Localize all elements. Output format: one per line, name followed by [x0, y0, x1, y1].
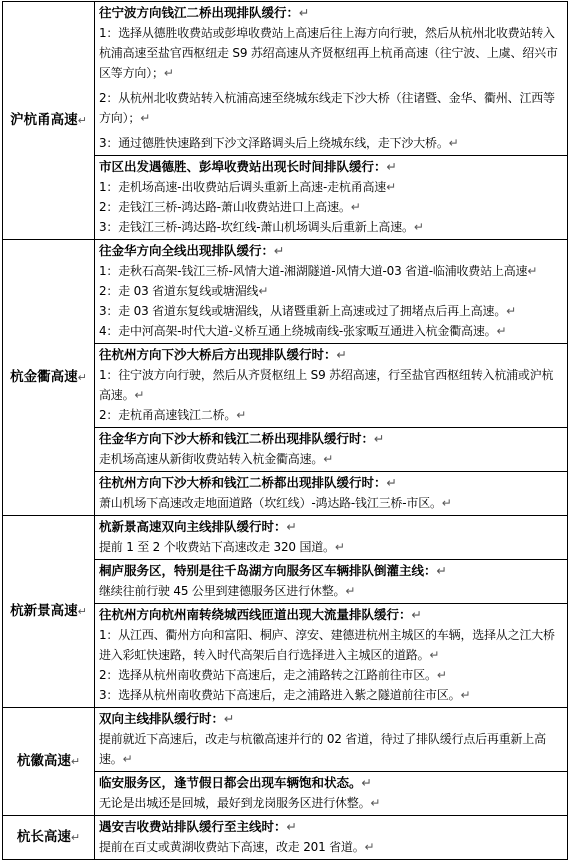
advice-line-text: 提前在百丈或黄湖收费站下高速，改走 201 省道。 [99, 840, 365, 854]
return-mark: ↵ [386, 180, 396, 194]
advice-line-text: 2：走 03 省道东复线或塘湄线 [99, 284, 259, 298]
advice-line [99, 405, 563, 425]
return-mark: ↵ [77, 371, 87, 384]
return-mark: ↵ [436, 563, 447, 578]
advice-cell [95, 772, 568, 816]
advice-line-text: 提前 1 至 2 个收费站下高速改走 320 国道。 [99, 540, 335, 554]
advice-line [99, 685, 563, 705]
return-mark: ↵ [236, 408, 247, 422]
advice-cell [95, 428, 568, 472]
return-mark: ↵ [286, 519, 297, 534]
advice-line-text: 提前就近下高速后，改走与杭徽高速并行的 02 省道，待过了排队缓行点后再重新上高速。 [99, 732, 546, 766]
advice-line [99, 301, 563, 321]
return-mark: ↵ [299, 5, 310, 20]
advice-line-text: 2：走钱江三桥-鸿达路-萧山收费站进口上高速。 [99, 200, 351, 214]
advice-block [95, 772, 567, 815]
advice-block [95, 708, 567, 771]
advice-block [95, 240, 567, 343]
advice-heading [99, 473, 563, 493]
advice-line [99, 729, 563, 769]
advice-block [95, 604, 567, 707]
road-name-cell [3, 516, 95, 708]
return-mark: ↵ [345, 584, 356, 598]
table-row [3, 708, 568, 772]
advice-heading [99, 561, 563, 581]
advice-line-text: 3：选择从杭州南收费站下高速后，走之浦路进入紫之隧道前往市区。 [99, 688, 461, 702]
road-name: 沪杭甬高速 [10, 112, 78, 128]
advice-line [99, 281, 563, 301]
advice-line-text: 2：选择从杭州南收费站下高速后，走之浦路转之江路前往市区。 [99, 668, 437, 682]
road-name: 杭金衢高速 [10, 369, 78, 385]
advice-line-text: 1：走机场高速-出收费站后调头重新上高速-走杭甬高速 [99, 180, 387, 194]
advice-block [95, 560, 567, 603]
return-mark: ↵ [336, 347, 347, 362]
advice-heading-text: 市区出发遇德胜、彭埠收费站出现长时间排队缓行： [99, 159, 387, 174]
table-row [3, 816, 568, 860]
advice-cell [95, 560, 568, 604]
road-name-cell [3, 2, 95, 240]
return-mark: ↵ [429, 648, 440, 662]
advice-line [99, 365, 563, 405]
advice-line [99, 261, 563, 281]
return-mark: ↵ [70, 831, 81, 844]
advice-heading-text: 往杭州方向下沙大桥和钱江二桥都出现排队缓行时： [99, 475, 387, 490]
return-mark: ↵ [364, 840, 375, 854]
advice-heading-text: 往金华方向全线出现排队缓行： [99, 243, 275, 258]
advice-line-text: 2：从杭州北收费站转入杭浦高速至绕城东线走下沙大桥（往诸暨、金华、衢州、江西等方向）； [99, 91, 555, 125]
advice-heading-text: 杭新景高速双向主线排队缓行时： [99, 519, 287, 534]
advice-block [95, 472, 567, 515]
return-mark: ↵ [413, 220, 424, 234]
road-name-cell [3, 240, 95, 516]
return-mark: ↵ [460, 688, 471, 702]
road-name: 杭新景高速 [10, 603, 78, 619]
advice-heading [99, 241, 563, 261]
advice-block [95, 156, 567, 239]
advice-cell [95, 156, 568, 240]
advice-line-text: 走机场高速从新街收费站转入杭金衢高速。 [99, 452, 324, 466]
return-mark: ↵ [77, 114, 87, 127]
advice-heading-text: 遇安吉收费站排队缓行至主线时： [99, 819, 287, 834]
return-mark: ↵ [441, 496, 452, 510]
advice-block [95, 516, 567, 559]
return-mark: ↵ [496, 324, 507, 338]
advice-line-text: 继续往前行驶 45 公里到建德服务区进行休整。 [99, 584, 346, 598]
return-mark: ↵ [527, 264, 538, 278]
advice-line [99, 449, 563, 469]
advice-cell [95, 472, 568, 516]
advice-heading [99, 429, 563, 449]
return-mark: ↵ [386, 475, 397, 490]
return-mark: ↵ [140, 111, 151, 125]
advice-cell [95, 816, 568, 860]
table-row [3, 2, 568, 156]
advice-line [99, 793, 563, 813]
advice-heading-text: 桐庐服务区，特别是往千岛湖方向服务区车辆排队倒灌主线： [99, 563, 437, 578]
advice-line [99, 177, 563, 197]
return-mark: ↵ [258, 284, 269, 298]
advice-block [95, 344, 567, 427]
return-mark: ↵ [163, 66, 174, 80]
advice-line-text: 3：走钱江三桥-鸿达路-坎红线-萧山机场调头后重新上高速。 [99, 220, 414, 234]
advice-line [99, 837, 563, 857]
road-name-cell [3, 708, 95, 816]
advice-cell [95, 516, 568, 560]
return-mark: ↵ [386, 159, 397, 174]
advice-line-text: 萧山机场下高速改走地面道路（坎红线）-鸿达路-钱江三桥-市区。 [99, 496, 442, 510]
advice-cell [95, 708, 568, 772]
advice-line [99, 217, 563, 237]
return-mark: ↵ [134, 388, 145, 402]
advice-line-text: 3：通过德胜快速路到下沙文泽路调头后上绕城东线，走下沙大桥。 [99, 136, 449, 150]
advice-line [99, 88, 563, 128]
advice-line [99, 665, 563, 685]
advice-heading [99, 3, 563, 23]
road-name: 杭徽高速 [16, 753, 71, 769]
advice-line [99, 197, 563, 217]
advice-heading [99, 773, 563, 793]
road-name: 杭长高速 [16, 829, 71, 845]
advice-heading [99, 605, 563, 625]
advice-block [95, 2, 567, 155]
advice-line [99, 625, 563, 665]
return-mark: ↵ [286, 819, 297, 834]
advice-heading-text: 往杭州方向杭州南转绕城西线匝道出现大流量排队缓行： [99, 607, 412, 622]
advice-cell [95, 240, 568, 344]
return-mark: ↵ [70, 755, 81, 768]
road-name-cell [3, 816, 95, 860]
advice-line-text: 2：走杭甬高速钱江二桥。 [99, 408, 237, 422]
return-mark: ↵ [436, 668, 447, 682]
advice-heading [99, 345, 563, 365]
advice-line [99, 537, 563, 557]
advice-line-text: 1：从江西、衢州方向和富阳、桐庐、淳安、建德进杭州主城区的车辆，选择从之江大桥进入彩虹快速路，转入时代高架后自行选择进入主城区的道路。 [99, 628, 555, 662]
advice-block [95, 816, 567, 859]
advice-line-text: 无论是出城还是回城，最好到龙岗服务区进行休整。 [99, 796, 371, 810]
advice-cell [95, 344, 568, 428]
advice-heading [99, 709, 563, 729]
advice-line [99, 493, 563, 513]
advice-heading [99, 157, 563, 177]
advice-heading-text: 往金华方向下沙大桥和钱江二桥出现排队缓行时： [99, 431, 375, 446]
advice-line-text: 1：走秋石高架-钱江三桥-风情大道-湘湖隧道-风情大道-03 省道-临浦收费站上高速 [99, 264, 528, 278]
table-row [3, 516, 568, 560]
advice-cell [95, 2, 568, 156]
advice-line-text: 1：选择从德胜收费站或彭埠收费站上高速后往上海方向行驶，然后从杭州北收费站转入杭浦高速至盐官西枢纽走 S9 苏绍高速从齐贤枢纽再上杭甬高速（往宁波、上虞、绍兴市区等方向）； [99, 26, 558, 80]
advice-heading-text: 临安服务区，逢节假日都会出现车辆饱和状态。 [99, 775, 362, 790]
advice-heading-text: 往杭州方向下沙大桥后方出现排队缓行时： [99, 347, 337, 362]
return-mark: ↵ [506, 304, 516, 318]
advice-line-text: 3：走 03 省道东复线或塘湄线，从诸暨重新上高速或过了拥堵点后再上高速。 [99, 304, 507, 318]
return-mark: ↵ [411, 607, 422, 622]
table-row [3, 240, 568, 344]
traffic-advice-table [2, 1, 568, 860]
advice-line-text: 1：往宁波方向行驶，然后从齐贤枢纽上 S9 苏绍高速，行至盐官西枢纽转入杭浦或沪杭高速。 [99, 368, 554, 402]
return-mark: ↵ [374, 431, 385, 446]
advice-block [95, 428, 567, 471]
advice-heading [99, 817, 563, 837]
advice-heading [99, 517, 563, 537]
advice-line-text: 4：走中河高架-时代大道-义桥互通上绕城南线-张家畈互通进入杭金衢高速。 [99, 324, 497, 338]
return-mark: ↵ [323, 452, 334, 466]
advice-line [99, 23, 563, 83]
return-mark: ↵ [370, 796, 381, 810]
advice-line [99, 321, 563, 341]
advice-cell [95, 604, 568, 708]
advice-heading-text: 双向主线排队缓行时： [99, 711, 225, 726]
return-mark: ↵ [224, 711, 235, 726]
return-mark: ↵ [274, 243, 285, 258]
return-mark: ↵ [350, 200, 361, 214]
advice-heading-text: 往宁波方向钱江二桥出现排队缓行： [99, 5, 300, 20]
advice-line [99, 581, 563, 601]
return-mark: ↵ [334, 540, 345, 554]
return-mark: ↵ [448, 136, 459, 150]
return-mark: ↵ [361, 775, 372, 790]
return-mark: ↵ [77, 605, 87, 618]
return-mark: ↵ [122, 752, 133, 766]
advice-line [99, 133, 563, 153]
